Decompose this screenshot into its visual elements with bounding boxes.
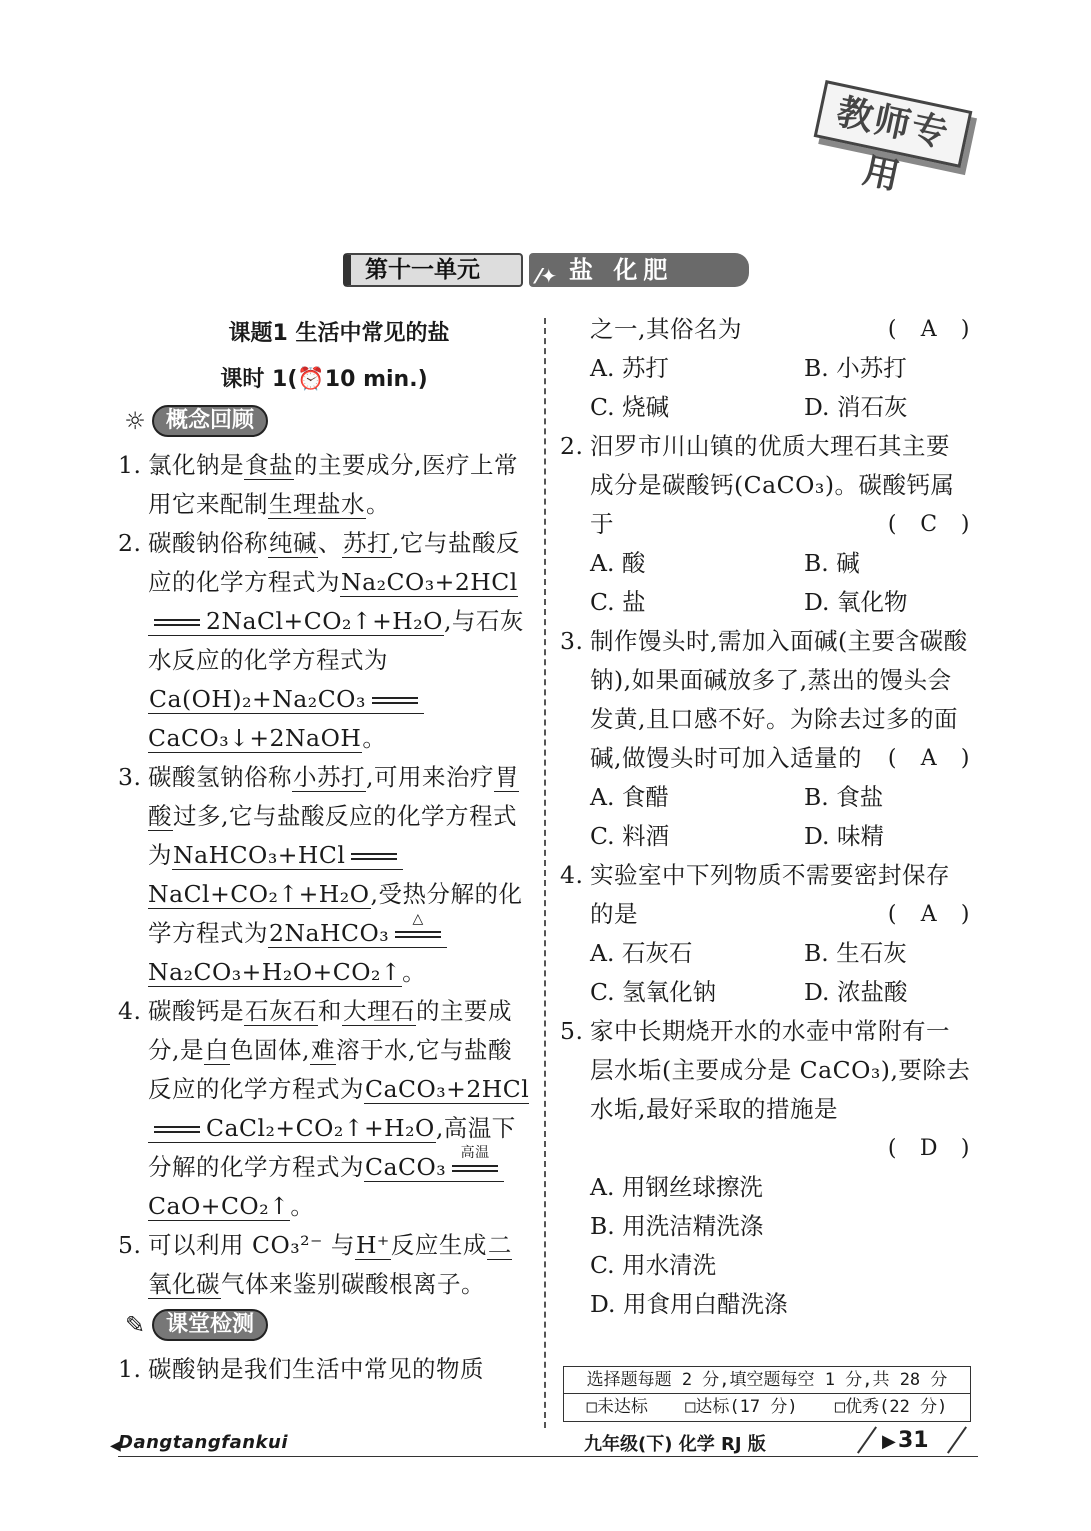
- fill-answer: 苏打: [343, 529, 391, 557]
- equation-right: CaCl₂+CO₂↑+H₂O: [206, 1114, 435, 1142]
- option: A. 苏打: [590, 354, 669, 382]
- question-3: [560, 622, 972, 778]
- fill-answer: 石灰石: [245, 997, 317, 1025]
- option: B. 小苏打: [804, 354, 907, 382]
- concept-item-1: [118, 446, 530, 524]
- fill-answer: 食盐: [245, 451, 293, 479]
- item-text: 碳酸钙是: [148, 997, 244, 1025]
- option: D. 用食用白醋洗涤: [590, 1290, 788, 1318]
- question-2-options: [560, 544, 972, 622]
- score-checkbox-excellent[interactable]: □优秀(22 分): [834, 1397, 948, 1417]
- question-5-options: [560, 1168, 972, 1324]
- question-text: 实验室中下列物质不需要密封保存的是: [590, 861, 950, 928]
- magic-wand-icon: ⁄✦: [537, 264, 558, 288]
- option: D. 消石灰: [804, 393, 908, 421]
- fill-answer: 纯碱: [269, 529, 317, 557]
- item-text: 过多,它与盐酸反应的化学方程式为: [148, 802, 517, 869]
- item-text: 反应生成: [390, 1231, 487, 1259]
- item-text: 气体来鉴别碳酸根离子。: [221, 1270, 485, 1298]
- item-text: 碳酸钠俗称: [148, 529, 268, 557]
- score-levels: [564, 1394, 970, 1421]
- question-number: 4.: [560, 861, 584, 889]
- question-5: [560, 1012, 972, 1168]
- equals-sign: [372, 697, 418, 704]
- option: A. 酸: [590, 549, 646, 577]
- item-text: 的主要成分,是: [148, 997, 512, 1064]
- left-column: [118, 310, 530, 1389]
- equation-right: CaO+CO₂↑: [148, 1192, 290, 1220]
- fill-answer: 小苏打: [293, 763, 365, 791]
- item-number: 1.: [118, 451, 142, 479]
- question-number: 2.: [560, 432, 584, 460]
- fill-answer: 生理盐水: [269, 490, 365, 518]
- question-1-continued: [560, 310, 972, 349]
- equation-right: CaCO₃↓+2NaOH: [148, 724, 362, 752]
- option: C. 烧碱: [590, 393, 670, 421]
- question-text: 汨罗市川山镇的优质大理石其主要成分是碳酸钙(CaCO₃)。碳酸钙属于: [590, 432, 955, 538]
- option: B. 用洗洁精洗涤: [590, 1212, 764, 1240]
- item-text: 的主要成分,医疗上常用它来配制: [148, 451, 518, 518]
- question-text: 家中长期烧开水的水壶中常附有一层水垢(主要成分是 CaCO₃),要除去水垢,最好采取的措施是: [590, 1017, 971, 1123]
- item-text: 氯化钠是: [148, 451, 244, 479]
- footer-rule: [118, 1456, 978, 1457]
- fill-answer: 白: [204, 1036, 229, 1064]
- column-divider: [544, 318, 546, 1428]
- unit-number: 第十一单元: [343, 253, 523, 287]
- answer-letter: A: [920, 902, 938, 927]
- question-number: 1.: [118, 1355, 142, 1383]
- answer-letter: D: [919, 1136, 938, 1161]
- fill-answer: H⁺: [355, 1231, 390, 1259]
- footer-slash: [857, 1426, 877, 1453]
- answer-bracket: ( D ): [590, 1129, 972, 1168]
- option: B. 生石灰: [804, 939, 907, 967]
- answer-bracket: ( C ): [888, 505, 972, 544]
- question-2: [560, 427, 972, 544]
- option: A. 用钢丝球擦洗: [590, 1173, 763, 1201]
- answer-letter: A: [920, 317, 938, 342]
- equation-left: CaCO₃: [365, 1153, 447, 1181]
- high-temp-condition: 高温: [460, 1145, 490, 1161]
- play-arrow-icon: ▶: [882, 1431, 896, 1452]
- concept-item-4: [118, 992, 530, 1226]
- item-text: ,与石灰水反应的化学方程式为: [148, 607, 524, 674]
- answer-bracket: ( A ): [888, 739, 972, 778]
- equation-answer: [148, 841, 403, 909]
- fill-answer: 难: [310, 1036, 335, 1064]
- equation-right: 2NaCl+CO₂↑+H₂O: [206, 607, 443, 635]
- option: A. 石灰石: [590, 939, 693, 967]
- equation-left: NaHCO₃+HCl: [173, 841, 346, 869]
- footer-brand: Dangtangfankui: [118, 1432, 288, 1453]
- question-4-options: [560, 934, 972, 1012]
- item-number: 5.: [118, 1231, 142, 1259]
- pencil-icon: ✎: [124, 1311, 146, 1339]
- equation-right: NaCl+CO₂↑+H₂O: [148, 880, 370, 908]
- score-checkbox-fail[interactable]: □未达标: [586, 1397, 648, 1417]
- question-3-options: [560, 778, 972, 856]
- lesson-time: [118, 358, 530, 402]
- item-text: 、: [318, 529, 342, 557]
- clock-icon: ⏰: [297, 367, 325, 392]
- fill-answer: 二氧化碳: [148, 1231, 512, 1298]
- question-text: 制作馒头时,需加入面碱(主要含碳酸钠),如果面碱放多了,蒸出的馒头会发黄,且口感不好。为除去过多的面碱,做馒头时可加入适量的: [590, 627, 968, 772]
- score-rule: 选择题每题 2 分,填空题每空 1 分,共 28 分: [564, 1367, 970, 1394]
- fill-answer: 胃酸: [148, 763, 519, 830]
- option: C. 氢氧化钠: [590, 978, 717, 1006]
- option: A. 食醋: [590, 783, 669, 811]
- option: D. 味精: [804, 822, 884, 850]
- item-text: ,高温下分解的化学方程式为: [148, 1114, 516, 1181]
- equals-sign: [452, 1145, 498, 1172]
- question-text: 碳酸钠是我们生活中常见的物质: [148, 1355, 484, 1383]
- item-text: 。: [402, 958, 427, 986]
- item-text: 。: [362, 724, 387, 752]
- item-text: ,受热分解的化学方程式为: [148, 880, 523, 947]
- concept-section-header: [118, 404, 268, 438]
- equals-sign: [395, 911, 441, 938]
- item-text: ,可用来治疗: [366, 763, 494, 791]
- equation-left: Na₂CO₃+2HCl: [341, 568, 518, 596]
- right-column: [560, 310, 972, 1324]
- equals-sign: [154, 1126, 200, 1133]
- item-text: 。: [290, 1192, 315, 1220]
- unit-banner: [343, 253, 749, 287]
- option: C. 盐: [590, 588, 646, 616]
- item-text: 和: [318, 997, 342, 1025]
- heat-condition: △: [412, 911, 424, 927]
- item-number: 4.: [118, 997, 142, 1025]
- item-number: 3.: [118, 763, 142, 791]
- option: B. 食盐: [804, 783, 884, 811]
- classroom-section-header: [118, 1308, 268, 1342]
- option: C. 用水清洗: [590, 1251, 717, 1279]
- lesson-time-suffix: ): [417, 367, 428, 392]
- equals-sign: [351, 853, 397, 860]
- option: D. 浓盐酸: [804, 978, 908, 1006]
- question-4: [560, 856, 972, 934]
- option: B. 碱: [804, 549, 860, 577]
- fill-answer: 大理石: [343, 997, 415, 1025]
- item-text: 碳酸氢钠俗称: [148, 763, 292, 791]
- page-number: 31: [898, 1428, 929, 1453]
- equation-left: CaCO₃+2HCl: [365, 1075, 530, 1103]
- answer-bracket: ( A ): [888, 895, 972, 934]
- unit-title-box: [529, 253, 749, 287]
- item-text: 色固体,: [229, 1036, 310, 1064]
- option: C. 料酒: [590, 822, 670, 850]
- concept-section-label: 概念回顾: [152, 405, 268, 437]
- score-table: [563, 1366, 971, 1422]
- footer-slash: [947, 1426, 967, 1453]
- item-text: ,它与盐酸反应的化学方程式为: [148, 529, 520, 596]
- item-number: 2.: [118, 529, 142, 557]
- question-number: 5.: [560, 1017, 584, 1045]
- question-text: 之一,其俗名为: [590, 315, 742, 343]
- item-text: 可以利用 CO₃²⁻ 与: [148, 1231, 355, 1259]
- teacher-only-stamp: 教师专用: [814, 80, 973, 168]
- answer-letter: C: [920, 512, 938, 537]
- arrow-left-icon: ◀: [110, 1438, 121, 1454]
- footer-grade: 九年级(下) 化学 RJ 版: [584, 1434, 766, 1455]
- score-checkbox-pass[interactable]: □达标(17 分): [685, 1397, 798, 1417]
- equals-sign: [154, 619, 200, 626]
- concept-item-5: [118, 1226, 530, 1304]
- equation-left: Ca(OH)₂+Na₂CO₃: [149, 685, 366, 713]
- equation-right: Na₂CO₃+H₂O+CO₂↑: [148, 958, 402, 986]
- item-text: 溶于水,它与盐酸反应的化学方程式为: [148, 1036, 512, 1103]
- lightbulb-icon: ☼: [124, 407, 146, 435]
- answer-letter: A: [920, 746, 938, 771]
- equation-left: 2NaHCO₃: [269, 919, 390, 947]
- question-number: 3.: [560, 627, 584, 655]
- answer-bracket: ( A ): [888, 310, 972, 349]
- question-1-stem-part: [118, 1350, 530, 1389]
- classroom-section-label: 课堂检测: [152, 1309, 268, 1341]
- concept-item-2: [118, 524, 530, 758]
- lesson-time-prefix: 课时 1(: [220, 367, 298, 392]
- option: D. 氧化物: [804, 588, 908, 616]
- concept-item-3: [118, 758, 530, 992]
- item-text: 。: [366, 490, 390, 518]
- lesson-time-value: 10 min.: [324, 367, 418, 392]
- unit-title: 盐 化肥: [569, 256, 674, 284]
- question-1-options: [560, 349, 972, 427]
- page-footer: [110, 1426, 978, 1460]
- lesson-title: 课题1 生活中常见的盐: [228, 321, 450, 346]
